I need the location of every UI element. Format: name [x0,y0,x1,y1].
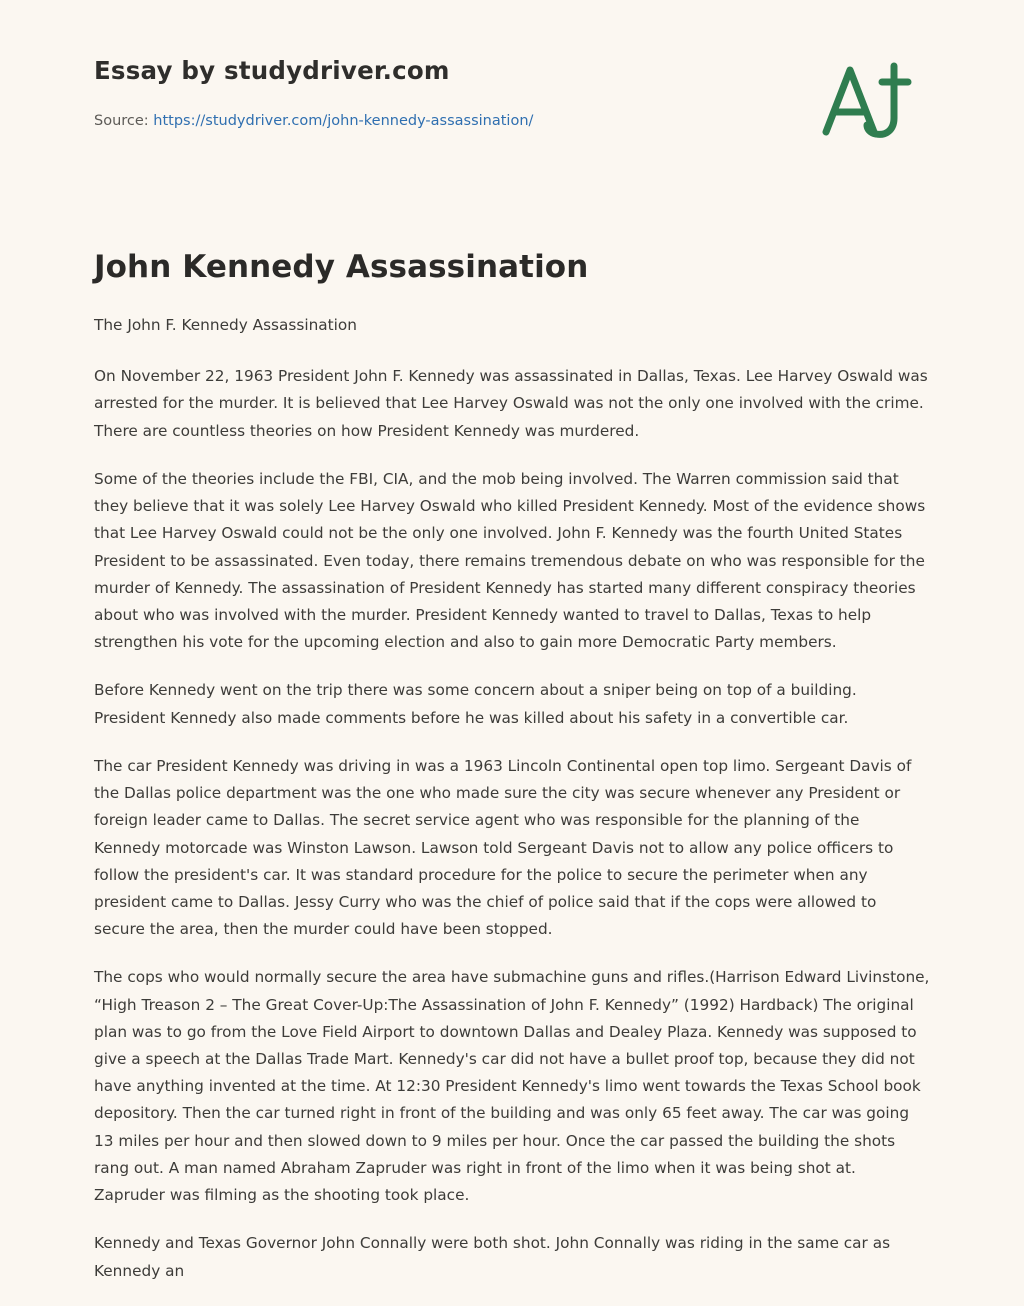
page-title: John Kennedy Assassination [94,249,589,285]
source-line [94,111,930,131]
source-url-link[interactable]: https://studydriver.com/john-kennedy-assassination/ [153,113,534,130]
article-body [94,312,930,1306]
brand-name: studydriver.com [224,56,450,85]
paragraph: On November 22, 1963 President John F. Kennedy was assassinated in Dallas, Texas. Lee Harvey Oswald was arrested for the murder. It is believed that Lee Harvey Oswald was not the only one involved with the crime. There are countless theories on how President Kennedy was murdered. [94,367,928,440]
paragraph: Some of the theories include the FBI, CIA, and the mob being involved. The Warren commission said that they believe that it was solely Lee Harvey Oswald who killed President Kennedy. Most of the evidence shows that Lee Harvey Oswald could not be the only one involved. John F. Kennedy was the fourth United States President to be assassinated. Even today, there remains tremendous debate on who was responsible for the murder of Kennedy. The assassination of President Kennedy has started many different conspiracy theories about who was involved with the murder. President Kennedy wanted to travel to Dallas, Texas to help strengthen his vote for the upcoming election and also to gain more Democratic Party members. [94,469,926,652]
paragraph: Kennedy and Texas Governor John Connally were both shot. John Connally was riding in the same car as Kennedy an [94,1234,891,1280]
paragraph: The John F. Kennedy Assassination [94,316,357,334]
studydriver-monogram-logo-icon [812,54,922,154]
byline [94,56,930,85]
document-header [94,56,930,186]
byline-prefix: Essay by [94,56,225,85]
paragraph: The car President Kennedy was driving in was a 1963 Lincoln Continental open top limo. Sergeant Davis of the Dallas police department was the one who made sure the city was secure whenever any President or foreign leader came to Dallas. The secret service agent who was responsible for the planning of the Kennedy motorcade was Winston Lawson. Lawson told Sergeant Davis not to allow any police officers to follow the president's car. It was standard procedure for the police to secure the perimeter when any president came to Dallas. Jessy Curry who was the chief of police said that if the cops were allowed to secure the area, then the murder could have been stopped. [94,756,912,939]
paragraph: The cops who would normally secure the area have submachine guns and rifles.(Harrison Edward Livinstone, “High Treason 2 – The Great Cover-Up:The Assassination of John F. Kennedy” (1992) Hardback) The original plan was to go from the Love Field Airport to downtown Dallas and Dealey Plaza. Kennedy was supposed to give a speech at the Dallas Trade Mart. Kennedy's car did not have a bullet proof top, because they did not have anything invented at the time. At 12:30 President Kennedy's limo went towards the Texas School book depository. Then the car turned right in front of the building and was only 65 feet away. The car was going 13 miles per hour and then slowed down to 9 miles per hour. Once the car passed the building the shots rang out. A man named Abraham Zapruder was right in front of the limo when it was being shot at. Zapruder was filming as the shooting took place. [94,968,930,1205]
paragraph: Before Kennedy went on the trip there was some concern about a sniper being on top of a building. President Kennedy also made comments before he was killed about his safety in a convertible car. [94,681,857,727]
source-label: Source: [94,113,154,130]
